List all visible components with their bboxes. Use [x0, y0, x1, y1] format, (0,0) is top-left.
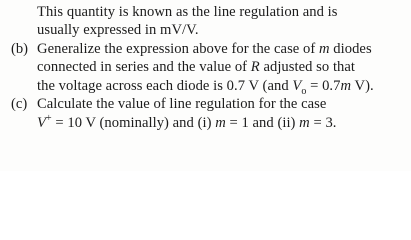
- math-variable-r: R: [250, 59, 260, 75]
- part-b-line-1: [37, 40, 372, 58]
- part-b-text: Generalize the expression above for the case of: [37, 41, 319, 57]
- math-variable-m: m: [299, 115, 310, 131]
- part-b-label: (b): [11, 41, 29, 57]
- intro-text-2: usually expressed in mV/V.: [37, 22, 199, 38]
- math-variable-v: V: [292, 78, 302, 94]
- part-c-text: = 3.: [309, 115, 337, 131]
- intro-line-2: [37, 21, 199, 39]
- math-subscript-o: o: [301, 85, 307, 97]
- part-c-text: Calculate the value of line regulation for the case: [37, 96, 327, 112]
- math-variable-m: m: [215, 115, 226, 131]
- part-b-text: diodes: [329, 41, 372, 57]
- part-b-text: adjusted so that: [259, 59, 356, 75]
- part-b-line-3: [37, 77, 374, 95]
- part-b-text: = 0.7: [306, 78, 341, 94]
- part-c-text: = 1 and (ii): [225, 115, 300, 131]
- math-variable-m: m: [340, 78, 352, 94]
- part-b-text: V).: [351, 78, 374, 94]
- part-b-text: the voltage across each diode is 0.7 V (and: [37, 78, 293, 94]
- part-c-label: (c): [11, 96, 28, 112]
- math-variable-m: m: [318, 41, 330, 57]
- part-b-text: connected in series and the value of: [37, 59, 251, 75]
- math-variable-v: V: [37, 115, 46, 131]
- part-c-line-1: [37, 95, 326, 113]
- intro-line-1: [37, 3, 338, 21]
- math-superscript-plus: +: [45, 113, 52, 125]
- part-c-text: = 10 V (nominally) and (i): [51, 115, 216, 131]
- part-b-line-2: [37, 58, 355, 76]
- intro-text-1: This quantity is known as the line regulation and is: [37, 4, 338, 20]
- part-c-line-2: [37, 114, 337, 132]
